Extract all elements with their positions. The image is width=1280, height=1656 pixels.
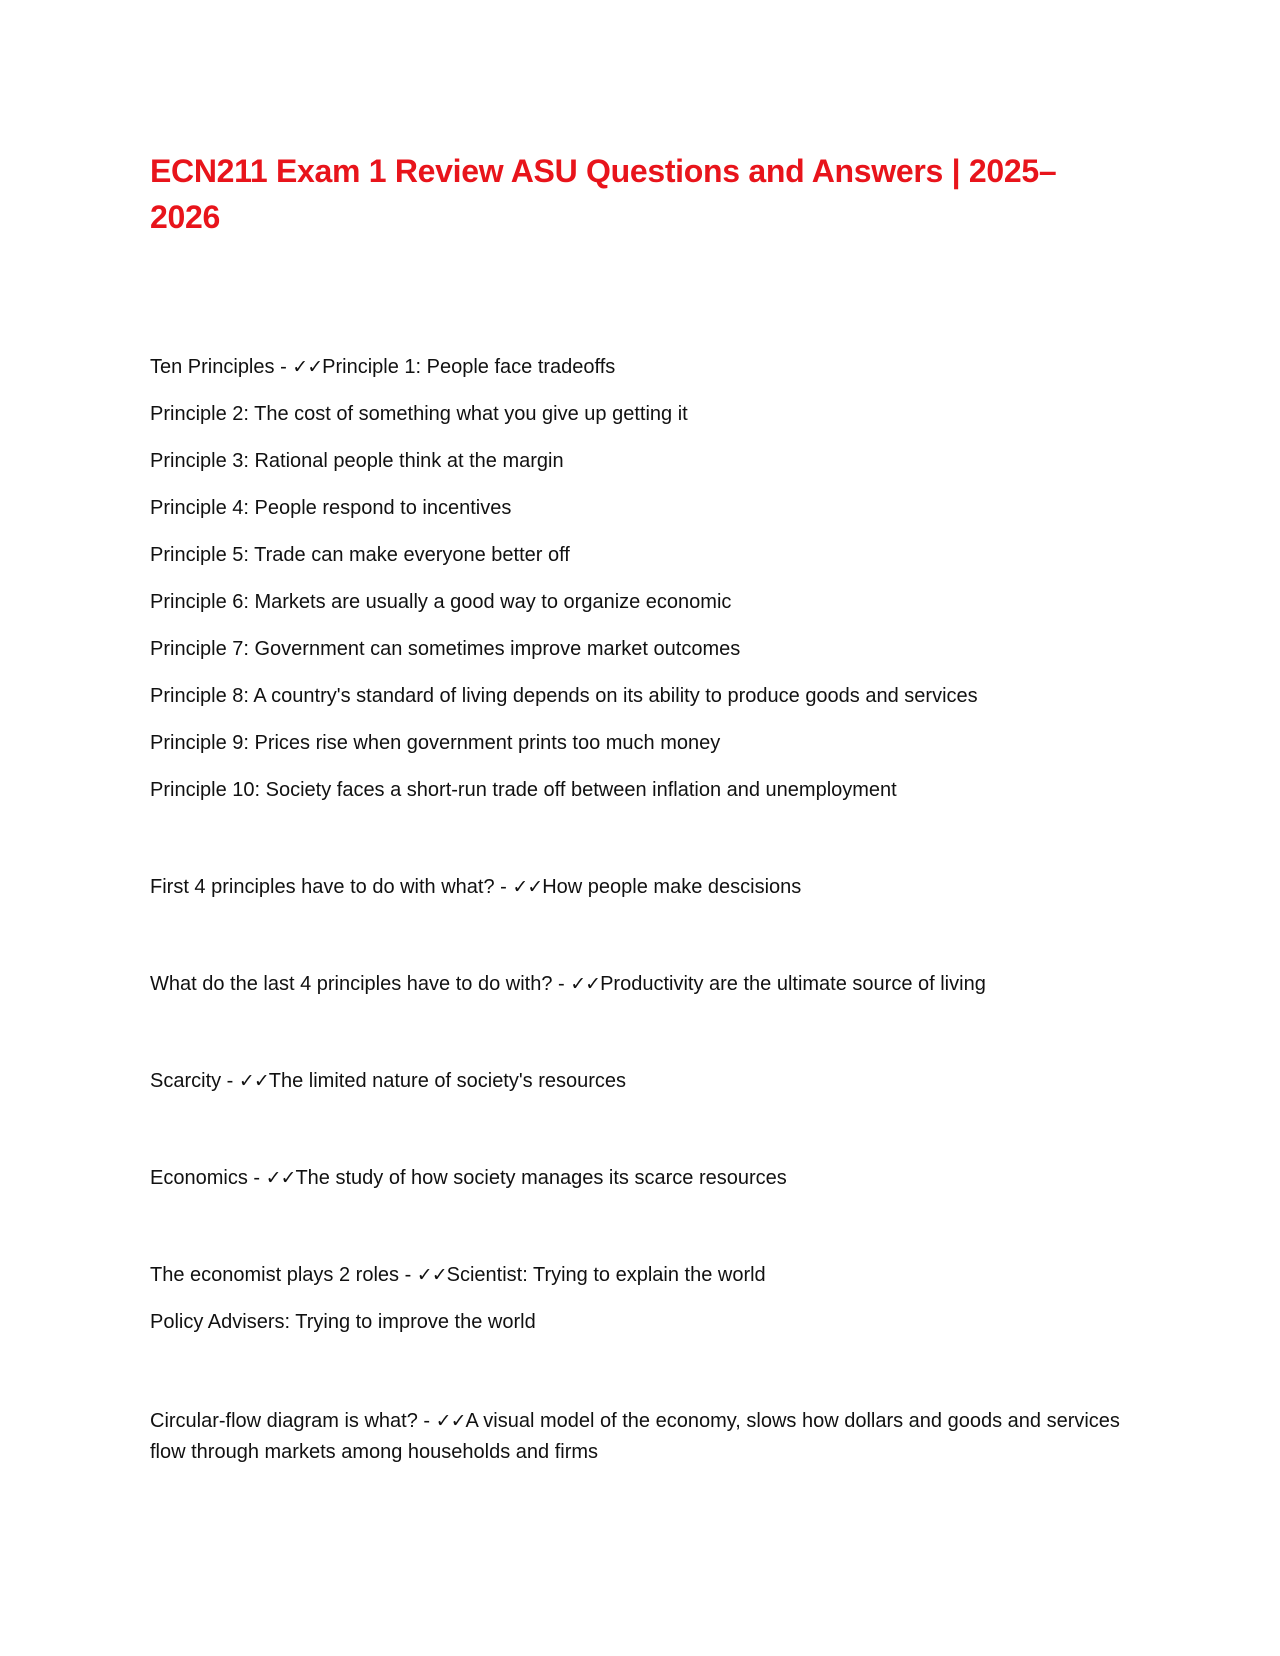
flashcard-term: Scarcity	[150, 1070, 222, 1092]
flashcard-question-line: Ten Principles - ✓✓Principle 1: People face tradeoffs	[150, 356, 616, 378]
answer-continuation-line: Principle 3: Rational people think at the margin	[150, 450, 564, 472]
double-check-icon: ✓✓	[265, 1167, 296, 1189]
flashcard	[150, 354, 1140, 804]
flashcard-term: What do the last 4 principles have to do with?	[150, 973, 553, 995]
double-check-icon: ✓✓	[512, 876, 543, 898]
flashcard-question-line: Circular-flow diagram is what? - ✓✓A visual model of the economy, slows how dollars and goods and services flow through markets among households and firms	[150, 1410, 1120, 1463]
answer-continuation-line: Principle 10: Society faces a short-run trade off between inflation and unemployment	[150, 779, 897, 801]
flashcard-question-line: What do the last 4 principles have to do with? - ✓✓Productivity are the ultimate source of living	[150, 973, 986, 995]
flashcard-term: The economist plays 2 roles	[150, 1264, 400, 1286]
flashcard-answer: The study of how society manages its scarce resources	[295, 1167, 787, 1189]
flashcard-question-line: Scarcity - ✓✓The limited nature of society's resources	[150, 1070, 627, 1092]
flashcard-list	[150, 354, 1140, 1468]
flashcard-answer: Scientist: Trying to explain the world	[446, 1264, 766, 1286]
answer-continuation-line: Principle 9: Prices rise when government prints too much money	[150, 732, 721, 754]
flashcard	[150, 1165, 1140, 1192]
double-check-icon: ✓✓	[570, 973, 601, 995]
document-title: ECN211 Exam 1 Review ASU Questions and Answers | 2025–2026	[150, 153, 1057, 235]
answer-continuation-line: Principle 7: Government can sometimes improve market outcomes	[150, 638, 741, 660]
flashcard-term: Ten Principles	[150, 356, 275, 378]
flashcard-term: Circular-flow diagram is what?	[150, 1410, 418, 1432]
flashcard-question-line: First 4 principles have to do with what? - ✓✓How people make descisions	[150, 876, 802, 898]
flashcard-question-line: Economics - ✓✓The study of how society manages its scarce resources	[150, 1167, 787, 1189]
flashcard-answer: Principle 1: People face tradeoffs	[322, 356, 616, 378]
answer-continuation-line: Principle 4: People respond to incentives	[150, 497, 512, 519]
flashcard-question-line: The economist plays 2 roles - ✓✓Scientist: Trying to explain the world	[150, 1264, 766, 1286]
flashcard	[150, 971, 1140, 998]
double-check-icon: ✓✓	[238, 1070, 269, 1092]
answer-continuation-line: Principle 8: A country's standard of living depends on its ability to produce goods and services	[150, 685, 978, 707]
answer-continuation-line: Principle 2: The cost of something what you give up getting it	[150, 403, 688, 425]
flashcard-answer: A visual model of the economy, slows how dollars and goods and services flow through markets among households and firms	[150, 1410, 1120, 1463]
flashcard-term: First 4 principles have to do with what?	[150, 876, 495, 898]
answer-continuation-line: Policy Advisers: Trying to improve the world	[150, 1311, 536, 1333]
answer-continuation-line: Principle 5: Trade can make everyone better off	[150, 544, 570, 566]
flashcard	[150, 1406, 1140, 1468]
flashcard-term: Economics	[150, 1167, 248, 1189]
flashcard	[150, 874, 1140, 901]
flashcard-answer: The limited nature of society's resources	[268, 1070, 627, 1092]
double-check-icon: ✓✓	[292, 356, 323, 378]
flashcard-answer: How people make descisions	[542, 876, 802, 898]
flashcard	[150, 1262, 1140, 1336]
flashcard-answer: Productivity are the ultimate source of living	[600, 973, 986, 995]
flashcard	[150, 1068, 1140, 1095]
answer-continuation-line: Principle 6: Markets are usually a good way to organize economic	[150, 591, 732, 613]
double-check-icon: ✓✓	[435, 1410, 466, 1432]
double-check-icon: ✓✓	[416, 1264, 447, 1286]
